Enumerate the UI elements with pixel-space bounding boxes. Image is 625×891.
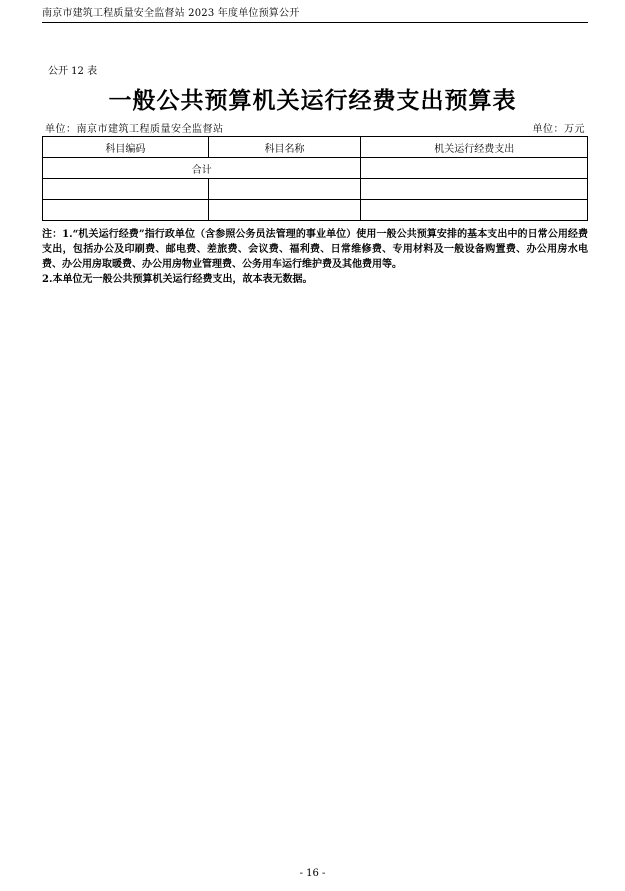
table-cell bbox=[43, 179, 209, 200]
column-header-name: 科目名称 bbox=[208, 137, 361, 158]
note-2: 2.本单位无一般公共预算机关运行经费支出，故本表无数据。 bbox=[42, 274, 313, 285]
page-number: - 16 - bbox=[299, 868, 326, 879]
table-cell bbox=[208, 179, 361, 200]
table-header-row bbox=[43, 137, 588, 158]
column-header-code: 科目编码 bbox=[43, 137, 209, 158]
table-cell bbox=[361, 179, 588, 200]
table-cell bbox=[43, 200, 209, 221]
running-header: 南京市建筑工程质量安全监督站 2023 年度单位预算公开 bbox=[42, 4, 588, 23]
table-number: 公开 12 表 bbox=[48, 66, 98, 77]
note-1: 注：1.“机关运行经费”指行政单位（含参照公务员法管理的事业单位）使用一般公共预算安排的基本支出中的日常公用经费支出，包括办公及印刷费、邮电费、差旅费、会议费、福利费、日常维修费、专用材料及一般设备购置费、办公用房水电费、办公用房取暖费、办公用房物业管理费、公务用车运行维护费及其他费用等。 bbox=[42, 229, 588, 270]
table-row bbox=[43, 179, 588, 200]
unit-name: 单位：南京市建筑工程质量安全监督站 bbox=[45, 124, 224, 135]
currency-unit: 单位：万元 bbox=[532, 124, 585, 135]
table-notes bbox=[42, 227, 588, 287]
table-row bbox=[43, 200, 588, 221]
table-cell bbox=[208, 200, 361, 221]
column-header-expense: 机关运行经费支出 bbox=[361, 137, 588, 158]
table-total-row bbox=[43, 158, 588, 179]
total-label: 合计 bbox=[43, 158, 361, 179]
page-title: 一般公共预算机关运行经费支出预算表 bbox=[108, 87, 517, 114]
total-value bbox=[361, 158, 588, 179]
table-cell bbox=[361, 200, 588, 221]
budget-table bbox=[42, 136, 588, 221]
